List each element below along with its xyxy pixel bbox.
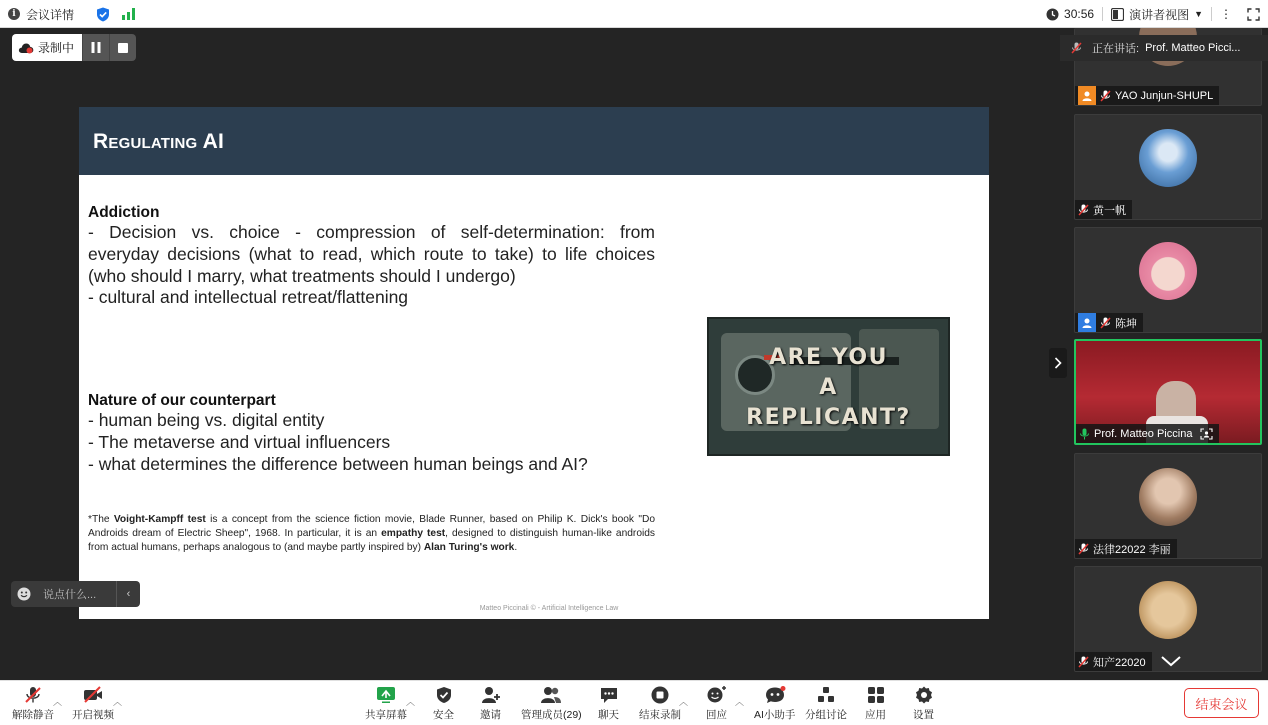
participant-name: 黄一帆: [1093, 204, 1126, 217]
participant-tile[interactable]: [1074, 227, 1262, 333]
mic-muted-icon: [1078, 543, 1089, 555]
footnote-bold: Voight-Kampff test: [113, 514, 206, 525]
avatar: [1139, 242, 1197, 300]
start-video-button[interactable]: [72, 681, 114, 725]
avatar: [1139, 581, 1197, 639]
breakout-icon: [817, 686, 835, 704]
bottom-toolbar: [0, 680, 1268, 725]
presentation-slide: [79, 107, 989, 619]
participant-nametag: [1075, 652, 1152, 671]
text-line: - cultural and intellectual retreat/flattening: [88, 287, 409, 308]
speaking-label: 正在讲话:: [1092, 43, 1140, 55]
start-video-label: 开启视频: [72, 709, 114, 721]
participant-tile[interactable]: [1074, 453, 1262, 559]
chevron-up-icon[interactable]: ︿: [735, 697, 745, 707]
section-counterpart-title: Nature of our counterpart: [88, 392, 276, 409]
share-screen-button[interactable]: [365, 681, 407, 725]
participant-nametag: [1075, 539, 1177, 558]
share-screen-icon: [376, 686, 396, 704]
participant-nametag: [1075, 86, 1219, 105]
active-speaker-indicator: [1060, 35, 1268, 61]
collapse-chat-icon[interactable]: ‹: [116, 581, 140, 607]
meeting-info-link[interactable]: 会议详情: [26, 7, 75, 22]
top-bar-left: [8, 0, 135, 28]
mic-muted-icon: [1078, 204, 1089, 216]
slide-title: Regulating AI: [93, 130, 225, 153]
participant-tile-active-speaker[interactable]: [1074, 339, 1262, 445]
scroll-down-icon[interactable]: [1160, 655, 1182, 667]
mic-muted-icon: [1100, 317, 1111, 329]
chat-label: 聊天: [598, 709, 619, 721]
security-label: 安全: [433, 709, 454, 721]
chat-button[interactable]: [598, 681, 619, 725]
avatar: [1139, 468, 1197, 526]
breakout-label: 分组讨论: [805, 709, 847, 721]
stop-recording-button[interactable]: [109, 34, 136, 61]
participant-name: 法律22022 李丽: [1093, 543, 1171, 556]
recording-label: 录制中: [38, 41, 75, 55]
reactions-button[interactable]: [706, 681, 727, 725]
participant-tile[interactable]: [1074, 566, 1262, 672]
share-screen-label: 共享屏幕: [365, 709, 407, 721]
shield-icon[interactable]: [96, 7, 110, 22]
participant-nametag: [1075, 200, 1132, 219]
invite-label: 邀请: [480, 709, 501, 721]
ai-assistant-button[interactable]: [754, 681, 795, 725]
mic-muted-icon: [24, 686, 42, 704]
video-off-icon: [83, 686, 103, 704]
footnote-bold: Alan Turing's work: [423, 542, 515, 553]
timer-text: 30:56: [1064, 7, 1095, 21]
chevron-up-icon[interactable]: ︿: [53, 697, 63, 707]
user-icon: [1078, 86, 1096, 105]
text-line: - what determines the difference between human beings and AI?: [88, 453, 588, 474]
mic-muted-icon: [1060, 42, 1092, 54]
recording-status: [12, 34, 82, 61]
breakout-rooms-button[interactable]: [805, 681, 847, 725]
chat-icon: [599, 686, 619, 704]
toggle-sidebar-button[interactable]: [1049, 348, 1067, 378]
section-addiction-body: [88, 222, 655, 309]
clock-icon: [1046, 8, 1059, 21]
participant-nametag: [1075, 313, 1143, 332]
footnote-text: is a concept from the science fiction movie, Blade Runner, based on Philip K. Dick's book "Do Androids dream of Electric Sheep", 1968. In particular, it is an: [88, 514, 655, 539]
participant-name: 陈坤: [1115, 317, 1137, 330]
apps-label: 应用: [865, 709, 886, 721]
text-line: - human being vs. digital entity: [88, 410, 325, 430]
image-text-line: REPLICANT?: [746, 405, 911, 430]
participant-name: Prof. Matteo Piccina: [1094, 427, 1193, 440]
chevron-up-icon[interactable]: ︿: [679, 697, 689, 707]
slide-footnote: [88, 513, 655, 555]
apps-button[interactable]: [865, 681, 886, 725]
replicant-image: [707, 317, 950, 456]
stop-icon: [118, 43, 128, 53]
image-text-line: ARE YOU: [769, 345, 888, 370]
manage-members-button[interactable]: [521, 681, 582, 725]
end-recording-button[interactable]: [639, 681, 681, 725]
end-recording-label: 结束录制: [639, 709, 681, 721]
text-line: everyday decisions (what to read, which route to take) to life choices: [88, 243, 655, 264]
mic-muted-icon: [1100, 90, 1111, 102]
view-mode-button[interactable]: [1103, 6, 1211, 23]
cloud-record-icon: [18, 42, 34, 54]
unmute-button[interactable]: [12, 681, 54, 725]
screen-share-icon: [1200, 428, 1213, 440]
fullscreen-icon: [1247, 8, 1260, 21]
settings-label: 设置: [913, 709, 934, 721]
footnote-text: .: [514, 542, 518, 553]
section-counterpart-body: [88, 410, 655, 475]
reactions-label: 回应: [706, 709, 727, 721]
slide-footer: Matteo Piccinali © - Artificial Intelligence Law: [479, 605, 619, 612]
ai-assistant-label: AI小助手: [754, 709, 796, 721]
participant-name: 知产22020: [1093, 656, 1146, 669]
participant-name: YAO Junjun-SHUPL: [1115, 89, 1214, 102]
chat-placeholder[interactable]: 说点什么...: [43, 589, 97, 601]
members-icon: [540, 686, 562, 704]
fullscreen-button[interactable]: [1239, 8, 1268, 21]
top-bar: [0, 0, 1268, 28]
text-line: - Decision vs. choice - compression of self-determination: from: [88, 222, 655, 242]
unmute-label: 解除静音: [12, 709, 54, 721]
participant-tile[interactable]: [1074, 114, 1262, 220]
slide-header: [79, 107, 989, 175]
settings-button[interactable]: [913, 681, 934, 725]
participant-nametag: [1076, 424, 1219, 443]
more-button[interactable]: [1212, 7, 1239, 21]
text-line: (who should I marry, what treatments should I undergo): [88, 265, 516, 286]
footnote-bold: empathy test: [381, 528, 446, 539]
more-icon: ⋮: [1220, 7, 1231, 21]
reaction-icon: [707, 686, 727, 704]
apps-icon: [867, 686, 885, 704]
chevron-right-icon: [1054, 357, 1062, 369]
info-icon[interactable]: i: [8, 8, 20, 20]
signal-icon[interactable]: [122, 8, 135, 20]
mic-muted-icon: [1078, 656, 1089, 668]
shield-icon: [435, 686, 453, 704]
mic-on-icon: [1079, 428, 1090, 440]
chevron-up-icon[interactable]: ︿: [406, 697, 416, 707]
recording-bar: [12, 34, 136, 61]
footnote-text: *The: [88, 514, 114, 525]
view-mode-label: 演讲者视图: [1129, 7, 1190, 22]
end-meeting-button[interactable]: 结束会议: [1184, 688, 1259, 718]
meeting-timer: [1038, 7, 1102, 21]
section-addiction-title: Addiction: [88, 204, 160, 221]
top-bar-right: [1038, 0, 1268, 28]
add-user-icon: [481, 686, 501, 704]
record-stop-icon: [651, 686, 669, 704]
manage-members-label: 管理成员(29): [521, 709, 582, 721]
chevron-up-icon[interactable]: ︿: [113, 697, 123, 707]
image-text-line: A: [819, 375, 838, 400]
text-line: - The metaverse and virtual influencers: [88, 431, 391, 452]
emoji-icon[interactable]: [11, 587, 37, 601]
layout-icon: [1111, 8, 1124, 21]
speaking-name: Prof. Matteo Picci...: [1145, 42, 1241, 54]
image-caption: [709, 343, 948, 433]
avatar: [1139, 129, 1197, 187]
footnote-text: , designed to distinguish human-like androids from actual humans, perhaps analogous to (and maybe partly inspired by): [88, 528, 656, 553]
security-button[interactable]: [433, 681, 454, 725]
gear-icon: [915, 686, 933, 704]
pause-recording-button[interactable]: [82, 34, 109, 61]
ai-assistant-icon: [764, 686, 786, 704]
user-icon: [1078, 313, 1096, 332]
chevron-down-icon: ▼: [1194, 9, 1203, 19]
pause-icon: [91, 42, 101, 53]
invite-button[interactable]: [480, 681, 501, 725]
chat-input[interactable]: [11, 581, 140, 607]
